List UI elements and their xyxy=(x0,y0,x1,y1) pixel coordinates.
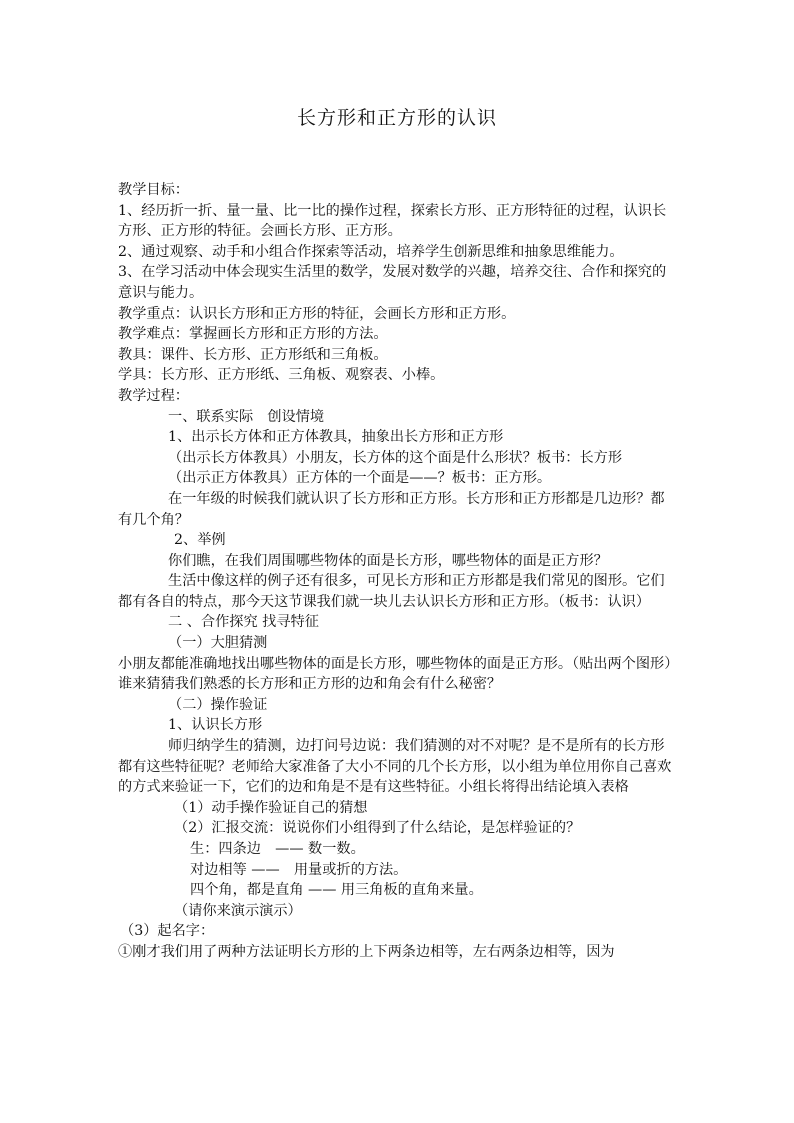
teaching-key-point: 教学重点：认识长方形和正方形的特征，会画长方形和正方形。 xyxy=(118,305,516,322)
step-2-verify-text: 师归纳学生的猜测，边打问号边说：我们猜测的对不对呢？是不是所有的长方形都有这些特征呢？老师给大家准备了大小不同的几个长方形，以小组为单位用你自己喜欢的方式来验证一下，它们的边和角是不是有这些特征。小组长将得出结论填入表格 xyxy=(118,738,672,796)
teaching-difficulty: 教学难点：掌握画长方形和正方形的方法。 xyxy=(118,326,388,343)
step-1-item-2: 2、举例 xyxy=(174,532,226,549)
page-title: 长方形和正方形的认识 xyxy=(296,107,497,129)
student-answer-2: 对边相等 —— 用量或折的方法。 xyxy=(190,861,408,878)
step-2-guess-heading: （一）大胆猜测 xyxy=(168,635,268,652)
section-label-process: 教学过程： xyxy=(118,387,189,404)
objective-1: 1、经历折一折、量一量、比一比的操作过程，探索长方形、正方形特征的过程，认识长方形、正方形的特征。会画长方形、正方形。 xyxy=(118,202,667,240)
step-2-heading: 二 、合作探究 找寻特征 xyxy=(168,614,319,631)
naming-text: ①刚才我们用了两种方法证明长方形的上下两条边相等，左右两条边相等，因为 xyxy=(118,943,615,960)
step-1-rectangle-prompt: （出示长方体教具）小朋友，长方体的这个面是什么形状？板书：长方形 xyxy=(168,449,623,466)
student-answer-3: 四个角，都是直角 —— 用三角板的直角来量。 xyxy=(190,882,483,899)
step-2-substep-3: （3）起名字： xyxy=(120,923,215,940)
document-body xyxy=(118,180,678,963)
section-label-objectives: 教学目标： xyxy=(118,182,189,198)
step-2-verify-heading: （二）操作验证 xyxy=(168,696,268,713)
step-1-question: 在一年级的时候我们就认识了长方形和正方形。长方形和正方形都是几边形？都有几个角？ xyxy=(118,490,665,528)
step-1-heading: 一、联系实际 创设情境 xyxy=(168,408,325,425)
step-1-item-1: 1、出示长方体和正方体教具，抽象出长方形和正方形 xyxy=(168,429,504,446)
step-2-substep-1: （1）动手操作验证自己的猜想 xyxy=(174,799,368,816)
step-1-summary: 生活中像这样的例子还有很多，可见长方形和正方形都是我们常见的图形。它们都有各自的特点，那今天这节课我们就一块儿去认识长方形和正方形。（板书：认识） xyxy=(118,573,665,610)
step-2-rectangle-heading: 1、认识长方形 xyxy=(168,717,263,734)
step-2-substep-2: （2）汇报交流：说说你们小组得到了什么结论，是怎样验证的？ xyxy=(174,820,581,837)
objective-2: 2、通过观察、动手和小组合作探索等活动，培养学生创新思维和抽象思维能力。 xyxy=(118,243,624,260)
teaching-aids: 教具：课件、长方形、正方形纸和三角板。 xyxy=(118,346,388,363)
learning-aids: 学具：长方形、正方形纸、三角板、观察表、小棒。 xyxy=(118,367,445,384)
demo-prompt: （请你来演示演示） xyxy=(174,902,302,919)
student-answer-1: 生：四条边 —— 数一数。 xyxy=(190,841,365,857)
step-1-examples-question: 你们瞧，在我们周围哪些物体的面是长方形，哪些物体的面是正方形？ xyxy=(168,552,608,569)
step-1-square-prompt: （出示正方体教具）正方体的一个面是——？板书：正方形。 xyxy=(168,470,552,487)
objective-3: 3、在学习活动中体会现实生活里的数学，发展对数学的兴趣，培养交往、合作和探究的意识与能力。 xyxy=(118,264,667,301)
step-2-guess-text: 小朋友都能准确地找出哪些物体的面是长方形，哪些物体的面是正方形。（贴出两个图形）谁来猜猜我们熟悉的长方形和正方形的边和角会有什么秘密？ xyxy=(118,655,672,693)
